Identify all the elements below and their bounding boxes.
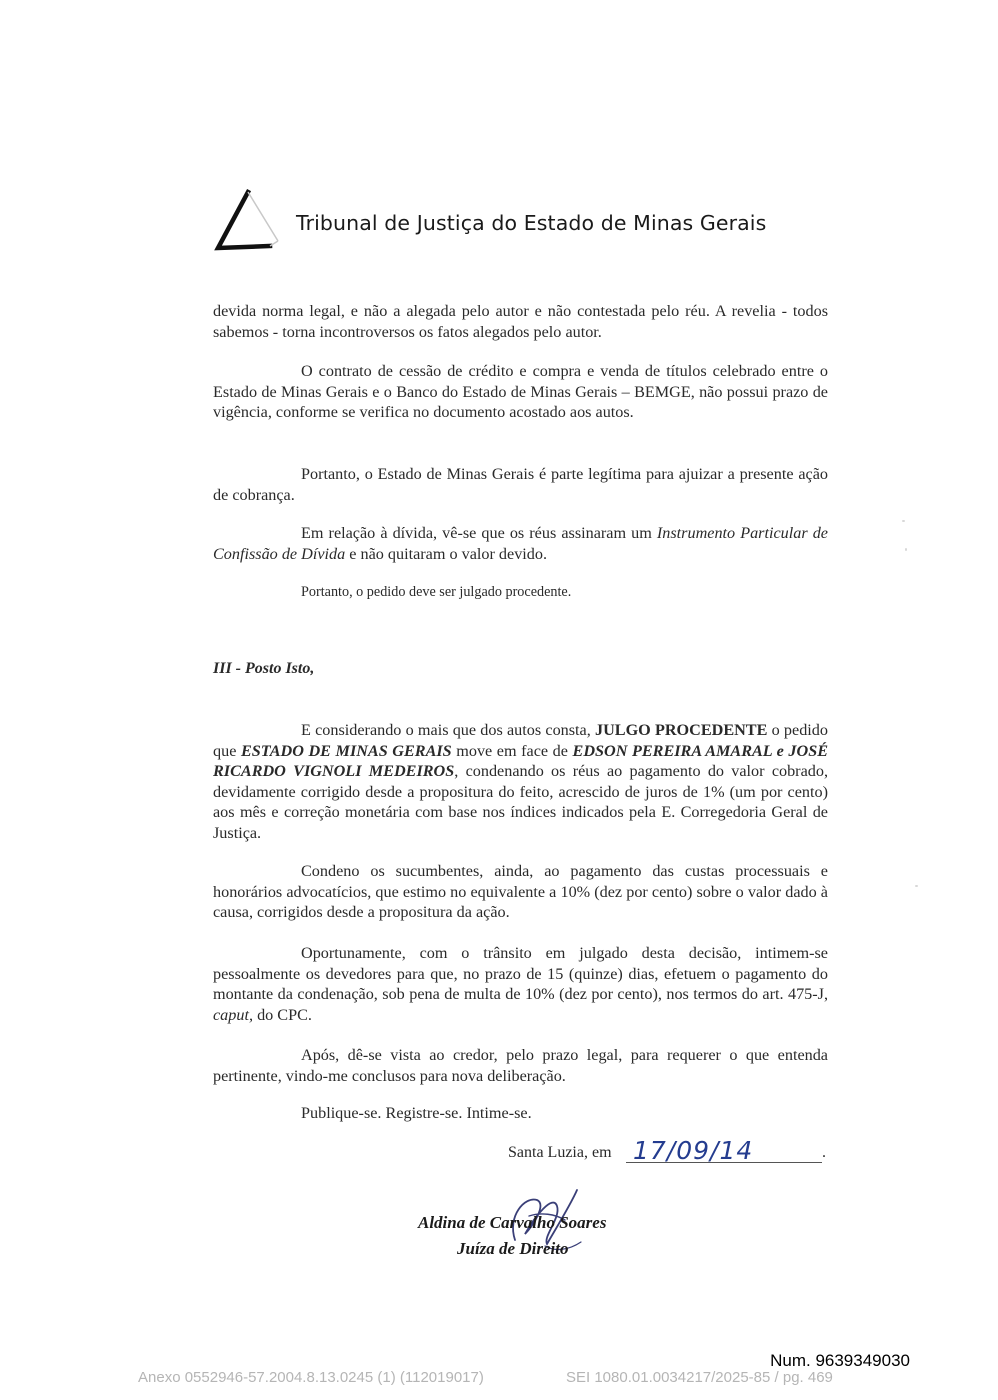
divida-text-b: e não quitaram o valor devido.	[345, 544, 548, 563]
paragraph-revelia-text: devida norma legal, e não a alegada pelo autor e não contestada pelo réu. A revelia - todos sabemos - torna incontroversos os fatos alegados pelo autor.	[213, 302, 828, 341]
paragraph-julgamento	[213, 720, 828, 844]
paragraph-intimacao	[213, 943, 828, 1025]
intimacao-text-a: Oportunamente, com o trânsito em julgado desta decisão, intimem-se pessoalmente os devedores para que, no prazo de 15 (quinze) dias, efetuem o pagamento do montante da condenação, sob pena de multa de 10% (dez por cento), nos termos do art. 475-J,	[213, 944, 828, 1004]
divida-text-a: Em relação à dívida, vê-se que os réus assinaram um	[301, 524, 657, 542]
scan-speck	[902, 520, 905, 522]
instrumento-title: Instrumento Particular de Confissão de Dívida	[213, 524, 828, 563]
footer-sei-reference: SEI 1080.01.0034217/2025-85 / pg. 469	[566, 1369, 833, 1386]
document-number: Num. 9639349030	[770, 1351, 910, 1370]
paragraph-procedente	[213, 582, 828, 603]
section-heading: III - Posto Isto,	[213, 660, 315, 677]
date-underline	[626, 1162, 822, 1163]
place-date	[508, 1136, 828, 1170]
paragraph-julgamento-text	[213, 720, 828, 844]
judge-title: Juíza de Direito	[457, 1239, 569, 1258]
intimacao-text-b: do CPC.	[253, 1005, 312, 1024]
paragraph-vista-credor	[213, 1045, 828, 1086]
scan-speck	[915, 885, 918, 887]
paragraph-sucumbencia	[213, 861, 828, 923]
paragraph-divida	[213, 523, 828, 564]
paragraph-contrato-text: O contrato de cessão de crédito e compra e venda de títulos celebrado entre o Estado de Minas Gerais e o Banco do Estado de Minas Gerais – BEMGE, não possui prazo de vigência, conforme se verifica no documento acostado aos autos.	[213, 362, 828, 422]
handwritten-date: 17/09/14	[633, 1136, 754, 1165]
caput-term: caput,	[213, 1005, 254, 1024]
letterhead	[212, 186, 842, 256]
julgamento-conjunction: e	[772, 741, 789, 760]
judge-name: Aldina de Carvalho Soares	[418, 1213, 607, 1232]
paragraph-sucumbencia-text: Condeno os sucumbentes, ainda, ao pagamento das custas processuais e honorários advocatícios, que estimo no equivalente a 10% (dez por cento) sobre o valor dado à causa, corrigidos desde a propositura da ação.	[213, 862, 828, 922]
julgamento-text-d: , condenando os réus ao pagamento do valor cobrado, devidamente corrigido desde a propositura do feito, acrescido de juros de 1% (um por cento) aos mês e correção monetária com base nos índices indicados pela E. Corregedoria Geral de Justiça.	[213, 762, 828, 842]
paragraph-divida-text	[213, 523, 828, 564]
paragraph-intimacao-text	[213, 943, 828, 1025]
paragraph-legitimidade-text: Portanto, o Estado de Minas Gerais é parte legítima para ajuizar a presente ação de cobrança.	[213, 465, 828, 504]
julgo-procedente: JULGO PROCEDENTE	[595, 721, 768, 739]
julgamento-text-b: o pedido que	[213, 721, 828, 760]
footer-annex-reference: Anexo 0552946-57.2004.8.13.0245 (1) (112019017)	[138, 1369, 484, 1386]
place-text: Santa Luzia, em	[508, 1144, 612, 1161]
paragraph-legitimidade	[213, 464, 828, 505]
paragraph-contrato	[213, 361, 828, 423]
autor-name: ESTADO DE MINAS GERAIS	[240, 741, 452, 760]
paragraph-publique-text: Publique-se. Registre-se. Intime-se.	[301, 1104, 532, 1122]
date-trailing-dot: .	[822, 1144, 826, 1161]
court-name: Tribunal de Justiça do Estado de Minas Gerais	[296, 211, 767, 235]
signature-block	[415, 1188, 635, 1268]
julgamento-text-c: move em face de	[451, 741, 573, 760]
reu-name-2: JOSÉ RICARDO VIGNOLI MEDEIROS	[213, 741, 829, 781]
paragraph-publique	[213, 1103, 828, 1124]
paragraph-procedente-text: Portanto, o pedido deve ser julgado procedente.	[301, 584, 572, 600]
reu-name-1: EDSON PEREIRA AMARAL	[572, 741, 773, 760]
julgamento-text-a: E considerando o mais que dos autos consta,	[301, 721, 595, 739]
paragraph-revelia	[213, 301, 828, 342]
tjmg-triangle-logo-icon	[212, 186, 282, 256]
paragraph-vista-credor-text: Após, dê-se vista ao credor, pelo prazo legal, para requerer o que entenda pertinente, vindo-me conclusos para nova deliberação.	[213, 1046, 828, 1085]
scan-speck	[905, 548, 907, 551]
